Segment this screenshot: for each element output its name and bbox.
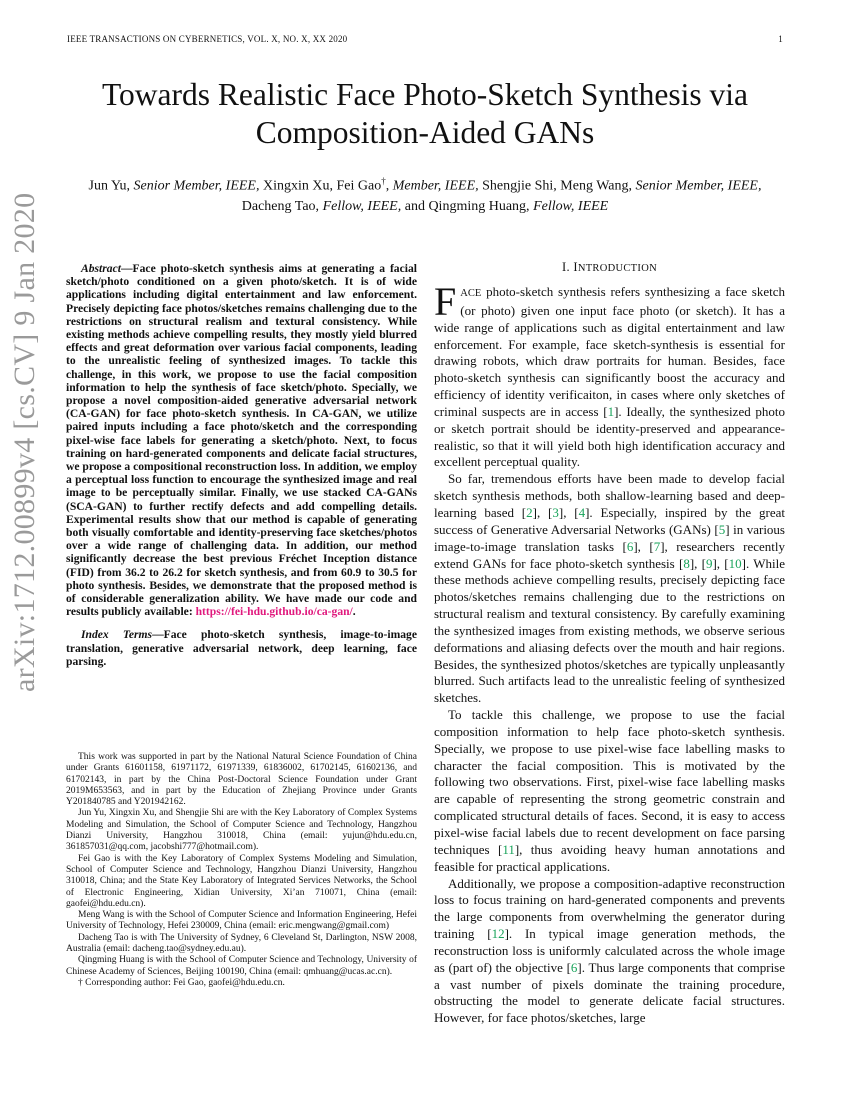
paragraph-text: ]. In typical image generation methods, the reconstruction loss is uniformly calculated across the whole image as (part of) the objective [ [434, 926, 785, 975]
paragraph-text: ], [ [532, 504, 553, 520]
paragraph-text: ]. Ideally, the synthesized photo or sketch portrait should be identity-preserved and appearance-realistic, so that it will yield both high identification accuracy and excellent perceptual quality. [434, 403, 786, 470]
paragraph-text: Additionally, we propose a composition-adaptive reconstruction loss to focus training on hard-generated components and prevents the large components from overwhelming the generator during training [ [434, 875, 785, 942]
paragraph-text: ]. Thus large components that comprise a vast number of pixels dominate the training procedure, obstructing the model to generate delicate facial structures. However, for face photos/sketches, large [434, 959, 786, 1026]
paragraph-text: ] in various image-to-image translation tasks [ [434, 521, 785, 554]
author-text: Dacheng Tao, [241, 198, 323, 214]
abstract [66, 262, 417, 618]
paragraph-text: ], [ [633, 538, 654, 554]
citation-link[interactable]: 7 [653, 538, 661, 554]
dagger-mark: † [381, 176, 386, 186]
abstract-tail: . [352, 605, 356, 619]
citation-link[interactable]: 4 [578, 504, 586, 520]
citation-link[interactable]: 5 [718, 521, 726, 537]
author-role: Senior Member, IEEE, [635, 178, 762, 194]
author-text: and Qingming Huang, [401, 198, 534, 214]
author-role: Fellow, IEEE [533, 198, 609, 214]
drop-cap-rest: ACE [460, 288, 482, 299]
footnote-affiliation: Fei Gao is with the Key Laboratory of Complex Systems Modeling and Simulation, School of Computer Science and Technology, Hangzhou Dianzi University, Hangzhou 310018, China; and the State Key Laboratory of Integrated Services Networks, the School of Electronic Engineering, Xidian University, Xi’an 710071, China (email: gaofei@hdu.edu.cn). [66, 853, 417, 909]
citation-link[interactable]: 8 [683, 555, 690, 571]
citation-link[interactable]: 11 [502, 841, 515, 857]
paragraph-text: ]. Especially, inspired by the great success of Generative Adversarial Networks (GANs) [ [434, 504, 785, 537]
section-rest: NTRODUCTION [577, 263, 657, 274]
citation-link[interactable]: 9 [705, 555, 713, 571]
journal-name: IEEE TRANSACTIONS ON CYBERNETICS, VOL. X, NO. X, XX 2020 [67, 34, 348, 44]
citation-link[interactable]: 1 [607, 403, 615, 419]
author-text: Shengjie Shi, Meng Wang, [478, 178, 636, 194]
footnote-affiliation: Qingming Huang is with the School of Computer Science and Technology, University of Chinese Academy of Sciences, Beijing 100190, China (email: qmhuang@ucas.ac.cn). [66, 955, 417, 977]
intro-paragraph-2 [434, 471, 785, 707]
running-header [67, 34, 783, 44]
citation-link[interactable]: 3 [552, 504, 559, 520]
author-role: Senior Member, IEEE, [133, 178, 260, 194]
left-column [66, 262, 417, 668]
footnote-affiliation: Meng Wang is with the School of Computer Science and Information Engineering, Hefei University of Technology, Hefei 230009, China (email: eric.mengwang@gmail.com) [66, 910, 417, 932]
drop-cap: F [434, 279, 457, 324]
author-role: Fellow, IEEE, [322, 198, 402, 214]
paragraph-text: ], [ [712, 555, 729, 571]
citation-link[interactable]: 2 [526, 504, 533, 520]
index-terms [66, 628, 417, 668]
paragraph-text: So far, tremendous efforts have been made to develop facial sketch synthesis methods, both shallow-learning based and deep-learning based [ [434, 471, 785, 520]
page-number: 1 [778, 34, 783, 44]
author-text: Jun Yu, [88, 178, 134, 194]
author-text: , [385, 178, 393, 194]
citation-link[interactable]: 10 [728, 555, 742, 571]
citation-link[interactable]: 6 [626, 538, 634, 554]
author-role: Member, IEEE, [392, 178, 479, 194]
intro-paragraph-3 [434, 707, 785, 875]
author-list [84, 171, 766, 217]
index-terms-body: —Face photo-sketch synthesis, image-to-image translation, generative adversarial network, deep learning, face parsing. [66, 628, 418, 668]
paragraph-text: ], thus avoiding heavy human annotations and feasible for practical applications. [434, 841, 786, 874]
section-number: I. [562, 260, 574, 274]
footnote-corresponding: † Corresponding author: Fei Gao, gaofei@hdu.edu.cn. [78, 977, 285, 988]
citation-link[interactable]: 12 [491, 926, 505, 942]
abstract-lead: Abstract [81, 262, 121, 275]
footnotes [66, 752, 417, 989]
citation-link[interactable]: 6 [570, 959, 578, 975]
paragraph-text: ], [ [558, 504, 579, 520]
abstract-body: —Face photo-sketch synthesis aims at generating a facial sketch/photo conditioned on a given photo/sketch. It is of wide applications including digital entertainment and law enforcement. Precisely depicting face photos/sketches remains challenging due to the restrictions on structural realism and textural consistency. While existing methods achieve compelling results, they mostly yield blurred effects and great deformation over various facial components, leading to the unrealistic feeling of synthesized images. To tackle this challenge, in this work, we propose to use the facial composition information to help the synthesis of face sketch/photo. Specially, we propose a novel composition-aided generative adversarial network (CA-GAN) for face photo-sketch synthesis. In CA-GAN, we utilize paired inputs including a face photo/sketch and the corresponding pixel-wise face labels for generating a sketch/photo. Next, to focus training on hard-generated components and delicate facial structures, we propose a compositional reconstruction loss. In addition, we employ a perceptual loss function to encourage the synthesized image and real image to be perceptually similar. Finally, we use stacked CA-GANs (SCA-GAN) to further rectify defects and add compelling details. Experimental results show that our method is capable of generating both visually comfortable and identity-preserving face sketches/photos over a wide range of challenging data. In addition, our method significantly decrease the best previous Fréchet Inception distance (FID) from 36.2 to 26.2 for sketch synthesis, and from 60.9 to 30.5 for photo synthesis. Besides, we demonstrate that the proposed method is of considerable generalization ability. We have made our code and results publicly available: [66, 262, 417, 619]
footnote-funding: This work was supported in part by the National Natural Science Foundation of China under Grants 61601158, 61971172, 61971339, 61836002, 61702145, 61602136, and 61702143, in part by the China Post-Doctoral Science Foundation under Grant 2019M653563, and in part by the Education of Zhejiang Province under Grants Y201840785 and Y201942162. [66, 752, 417, 808]
paragraph-text: ], [ [689, 555, 706, 571]
paper-title: Towards Realistic Face Photo-Sketch Synthesis via Composition-Aided GANs [101, 77, 749, 150]
intro-paragraph-1 [434, 279, 786, 471]
paragraph-text: To tackle this challenge, we propose to use the facial composition information to help face photo-sketch synthesis. Specially, we propose to use pixel-wise face labelling masks to character the facial composition. This is motivated by the following two observations. First, pixel-wise face labelling masks are capable of representing the strong geometric constrain and complicated structural details of faces. Second, it is easy to access pixel-wise facial labels due to recent development on face parsing techniques [ [434, 707, 785, 857]
author-text: Xingxin Xu, Fei Gao [259, 178, 382, 194]
arxiv-watermark: arXiv:1712.00899v4 [cs.CV] 9 Jan 2020 [8, 192, 41, 692]
section-initial: I [573, 260, 578, 274]
footnote-affiliation: Dacheng Tao is with The University of Sydney, 6 Cleveland St, Darlington, NSW 2008, Australia (email: dacheng.tao@sydney.edu.au). [66, 932, 417, 955]
section-heading [434, 260, 785, 275]
paragraph-text: ]. While these methods achieve compelling results, precisely depicting face photos/sketches remains challenging due to the restrictions on structural realism and textural consistency. By carefully examining the synthesized images from existing methods, we observe serious deformations and aliasing defects over the mouth and hair regions. Besides, the synthesized photos/sketches are typically unpleasantly blurred. Such artifacts lead to the unrealistic feeling of synthesized sketches. [434, 555, 785, 706]
paragraph-text: ], researchers recently extend GANs for face photo-sketch synthesis [ [434, 538, 785, 571]
footnote-affiliation: Jun Yu, Xingxin Xu, and Shengjie Shi are with the Key Laboratory of Complex Systems Modeling and Simulation, the School of Computer Science and Technology, Hangzhou Dianzi University, Hangzhou 310018, China (email: yujun@hdu.edu.cn, 361857031@qq.com, jacobshi777@hotmail.com). [66, 808, 417, 853]
code-link[interactable]: https://fei-hdu.github.io/ca-gan/ [195, 605, 353, 619]
right-column [434, 260, 785, 1027]
paragraph-text: photo-sketch synthesis refers synthesizing a face sketch (or photo) given one input face photo (or sketch). It has a wide range of applications such as digital entertainment and law enforcement. For example, face sketch-synthesis is essential for drawing robots, which draw portraits for human. Besides, face photo-sketch synthesis can significantly boost the accuracy and efficiency of identity verificaiton, in cases where only sketches of criminal suspects are in access [ [434, 284, 785, 419]
index-terms-lead: Index Terms [81, 628, 153, 642]
intro-paragraph-4 [434, 876, 785, 1028]
